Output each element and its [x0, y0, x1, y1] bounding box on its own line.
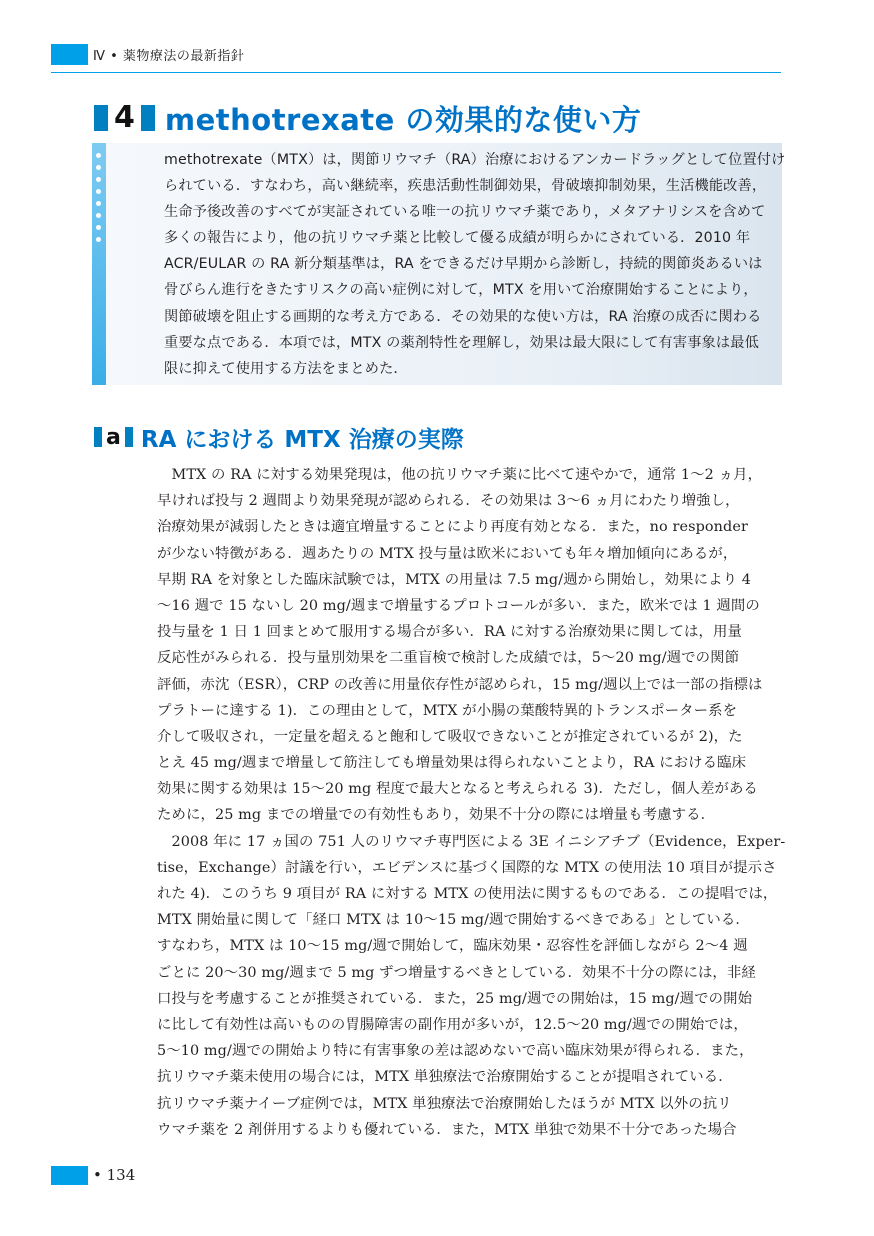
abstract-line: 生命予後改善のすべてが実証されている唯一の抗リウマチ薬であり，メタアナリシスを含めて — [164, 204, 766, 221]
body-text — [157, 462, 787, 1143]
body-line: れた 4)．このうち 9 項目が RA に対する MTX の使用法に関するものである．この提唱では， — [157, 886, 778, 902]
body-line: 介して吸収され，一定量を超えると飽和して吸収できないことが推定されているが 2)，た — [157, 728, 743, 745]
subheading-square-left — [94, 427, 102, 447]
body-line: すなわち，MTX は 10〜15 mg/週で開始して，臨床効果・忍容性を評価しながら 2〜4 週 — [157, 938, 748, 955]
body-line: 口投与を考慮することが推奨されている．また，25 mg/週での開始は，15 mg/週での開始 — [157, 990, 753, 1007]
body-line: 早ければ投与 2 週間より効果発現が認められる．その効果は 3〜6 ヵ月にわたり増強し， — [157, 493, 740, 510]
abstract-line: ACR/EULAR の RA 新分類基準は，RA をできるだけ早期から診断し，持続的関節炎あるいは — [164, 256, 763, 273]
body-line: 投与量を 1 日 1 回まとめて服用する場合が多い．RA に対する治療効果に関しては，用量 — [157, 624, 742, 641]
abstract-line: methotrexate（MTX）は，関節リウマチ（RA）治療におけるアンカードラッグとして位置付け — [164, 152, 786, 168]
body-line: 抗リウマチ薬ナイーブ症例では，MTX 単独療法で治療開始したほうが MTX 以外の抗リ — [157, 1095, 732, 1112]
body-line: に比して有効性は高いものの胃腸障害の副作用が多いが，12.5〜20 mg/週での開始では， — [157, 1016, 748, 1033]
header-rule — [51, 72, 781, 73]
abstract-side-strip — [92, 143, 106, 385]
abstract-text — [164, 147, 786, 382]
body-line: が少ない特徴がある．週あたりの MTX 投与量は欧米においても年々増加傾向にあるが， — [157, 545, 738, 562]
subsection-title: RA における MTX 治療の実際 — [140, 426, 464, 453]
abstract-line: 限に抑えて使用する方法をまとめた． — [164, 360, 408, 377]
body-line: ために，25 mg までの増量での有効性もあり，効果不十分の際には増量も考慮する． — [157, 807, 716, 824]
body-line: 早期 RA を対象とした臨床試験では，MTX の用量は 7.5 mg/週から開始し，効果により 4 — [157, 571, 752, 588]
body-line: 〜16 週で 15 ないし 20 mg/週まで増量するプロトコールが多い．また，欧米では 1 週間の — [157, 597, 760, 614]
page-number: • 134 — [93, 1166, 136, 1184]
strip-dot — [96, 237, 101, 242]
body-line: MTX 開始量に関して「経口 MTX は 10〜15 mg/週で開始するべきである」としている． — [157, 912, 750, 929]
body-line: 評価，赤沈（ESR），CRP の改善に用量依存性が認められ，15 mg/週以上では一部の指標は — [157, 676, 763, 693]
body-line: 5〜10 mg/週での開始より特に有害事象の差は認めないで高い臨床効果が得られる．また， — [157, 1043, 754, 1060]
abstract-line: 関節破壊を阻止する画期的な考え方である．その効果的な使い方は，RA 治療の成否に関わる — [164, 308, 762, 325]
subheading-square-right — [125, 427, 133, 447]
footer-color-block — [51, 1166, 88, 1185]
body-line: 2008 年に 17 ヵ国の 751 人のリウマチ専門医による 3E イニシアチブ（Evidence，Exper- — [157, 833, 786, 850]
abstract-line: 骨びらん進行をきたすリスクの高い症例に対して，MTX を用いて治療開始することにより， — [164, 282, 758, 299]
subsection-heading — [94, 422, 464, 452]
strip-dot — [96, 177, 101, 182]
body-line: ごとに 20〜30 mg/週まで 5 mg ずつ増量するべきとしている．効果不十分の際には，非経 — [157, 964, 756, 981]
abstract-line: られている．すなわち，高い継続率，疾患活動性制御効果，骨破壊抑制効果，生活機能改善， — [164, 178, 767, 195]
body-line: tise，Exchange）討議を行い，エビデンスに基づく国際的な MTX の使用法 10 項目が提示さ — [157, 859, 777, 876]
strip-dot — [96, 153, 101, 158]
body-line: MTX の RA に対する効果発現は，他の抗リウマチ薬に比べて速やかで，通常 1〜2 ヵ月， — [157, 467, 763, 483]
strip-dot — [96, 165, 101, 170]
heading-square-right — [141, 105, 155, 131]
body-line: 抗リウマチ薬未使用の場合には，MTX 単独療法で治療開始することが提唱されている． — [157, 1069, 733, 1086]
abstract-line: 重要な点である．本項では，MTX の薬剤特性を理解し，効果は最大限にして有害事象は最低 — [164, 334, 759, 351]
body-line: 治療効果が減弱したときは適宜増量することにより再度有効となる．また，no responder — [157, 519, 748, 536]
strip-dot — [96, 189, 101, 194]
strip-dot — [96, 225, 101, 230]
abstract-box — [92, 143, 786, 385]
header-color-block — [51, 44, 88, 65]
body-line: プラトーに達する 1)．この理由として，MTX が小腸の葉酸特異的トランスポーター系を — [157, 702, 738, 719]
section-heading — [94, 100, 641, 136]
section-number: 4 — [114, 100, 135, 135]
body-line: 反応性がみられる．投与量別効果を二重盲検で検討した成績では，5〜20 mg/週での関節 — [157, 650, 740, 667]
section-title: methotrexate の効果的な使い方 — [164, 102, 642, 137]
body-line: ウマチ薬を 2 剤併用するよりも優れている．また，MTX 単独で効果不十分であった場合 — [157, 1121, 737, 1138]
strip-dot — [96, 201, 101, 206]
subsection-letter: a — [106, 424, 121, 450]
running-header: Ⅳ • 薬物療法の最新指針 — [93, 49, 245, 64]
heading-square-left — [94, 105, 108, 131]
strip-dot — [96, 213, 101, 218]
body-line: 効果に関する効果は 15〜20 mg 程度で最大となると考えられる 3)．ただし，個人差がある — [157, 781, 758, 798]
abstract-line: 多くの報告により，他の抗リウマチ薬と比較して優る成績が明らかにされている．2010 年 — [164, 230, 751, 247]
body-line: とえ 45 mg/週まで増量して筋注しても増量効果は得られないことより，RA における臨床 — [157, 755, 747, 772]
